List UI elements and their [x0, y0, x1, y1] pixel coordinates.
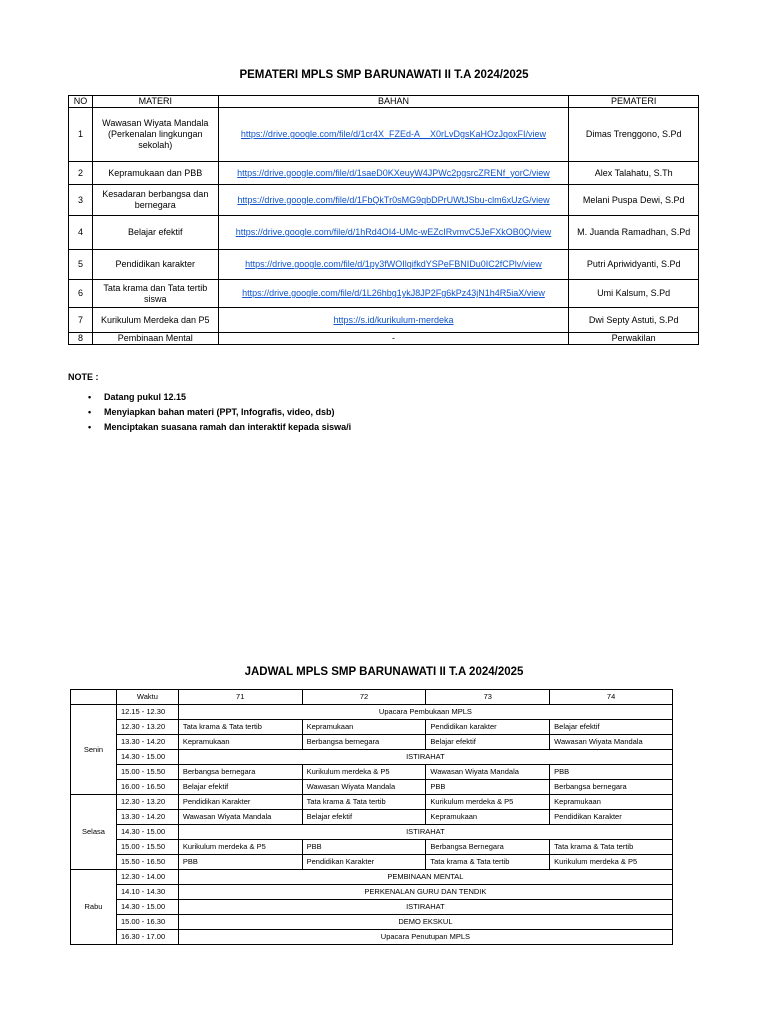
session-cell: Kepramukaan — [550, 795, 673, 810]
row-bahan — [218, 308, 569, 333]
session-cell: Kurikulum merdeka & P5 — [550, 855, 673, 870]
session-cell: PBB — [426, 780, 550, 795]
time-cell: 14.10 - 14.30 — [116, 885, 178, 900]
table-row — [71, 780, 673, 795]
table-row — [71, 705, 673, 720]
table-header-row — [69, 96, 699, 108]
time-cell: 16.00 - 16.50 — [116, 780, 178, 795]
bahan-link[interactable]: https://drive.google.com/file/d/1FbQkTr0sMG9qbDPrUWtJSbu-clm6xUzG/view — [237, 194, 550, 205]
session-cell: Pendidikan Karakter — [302, 855, 426, 870]
row-pemateri: Dimas Trenggono, S.Pd — [569, 108, 699, 162]
list-item — [88, 390, 351, 405]
time-cell: 12.30 - 13.20 — [116, 795, 178, 810]
session-cell: PBB — [302, 840, 426, 855]
note-label: NOTE : — [68, 372, 99, 382]
time-cell: 13.30 - 14.20 — [116, 735, 178, 750]
pemateri-title: PEMATERI MPLS SMP BARUNAWATI II T.A 2024/2025 — [239, 69, 529, 81]
day-selasa: Selasa — [71, 795, 117, 870]
row-materi: Tata krama dan Tata tertib siswa — [92, 280, 218, 308]
session-cell: Berbangsa bernegara — [550, 780, 673, 795]
table-row — [71, 885, 673, 900]
time-cell: 15.50 - 16.50 — [116, 855, 178, 870]
time-cell: 14.30 - 15.00 — [116, 750, 178, 765]
span-cell: Upacara Penutupan MPLS — [178, 930, 672, 945]
note-text: Datang pukul 12.15 — [104, 392, 187, 402]
table-row — [69, 333, 699, 345]
row-bahan — [218, 185, 569, 216]
table-row — [69, 185, 699, 216]
time-cell: 12.15 - 12.30 — [116, 705, 178, 720]
session-cell: PBB — [550, 765, 673, 780]
time-cell: 12.30 - 14.00 — [116, 870, 178, 885]
bahan-link[interactable]: https://drive.google.com/file/d/1hRd4OI4-UMc-wEZcIRvmvC5JeFXkOB0Q/view — [235, 227, 552, 237]
row-no: 7 — [69, 308, 93, 333]
table-row — [71, 735, 673, 750]
bullet-icon: • — [88, 422, 92, 432]
row-pemateri: Umi Kalsum, S.Pd — [569, 280, 699, 308]
session-cell: Belajar efektif — [178, 780, 302, 795]
row-no: 4 — [69, 216, 93, 250]
session-cell: Belajar efektif — [426, 735, 550, 750]
row-materi: Pembinaan Mental — [92, 333, 218, 345]
row-pemateri: Melani Puspa Dewi, S.Pd — [569, 185, 699, 216]
note-text: Menciptakan suasana ramah dan interaktif kepada siswa/i — [104, 422, 352, 432]
row-pemateri: Perwakilan — [569, 333, 699, 345]
jadwal-title: JADWAL MPLS SMP BARUNAWATI II T.A 2024/2025 — [244, 666, 524, 678]
row-no: 6 — [69, 280, 93, 308]
list-item — [88, 420, 351, 435]
session-cell: Pendidikan Karakter — [178, 795, 302, 810]
header-class: 73 — [426, 690, 550, 705]
session-cell: Kurikulum merdeka & P5 — [426, 795, 550, 810]
time-cell: 15.00 - 16.30 — [116, 915, 178, 930]
session-cell: Tata krama & Tata tertib — [302, 795, 426, 810]
table-row — [69, 162, 699, 185]
row-materi: Kesadaran berbangsa dan bernegara — [92, 185, 218, 216]
list-item — [88, 405, 351, 420]
row-pemateri: Putri Apriwidyanti, S.Pd — [569, 250, 699, 280]
row-no: 3 — [69, 185, 93, 216]
header-class: 72 — [302, 690, 426, 705]
row-materi: Wawasan Wiyata Mandala (Perkenalan lingkungan sekolah) — [92, 108, 218, 162]
time-cell: 13.30 - 14.20 — [116, 810, 178, 825]
table-row — [69, 250, 699, 280]
span-cell: PERKENALAN GURU DAN TENDIK — [178, 885, 672, 900]
row-materi: Pendidikan karakter — [92, 250, 218, 280]
row-materi: Kepramukaan dan PBB — [92, 162, 218, 185]
header-no: NO — [69, 96, 93, 108]
header-bahan: BAHAN — [218, 96, 569, 108]
row-pemateri: Alex Talahatu, S.Th — [569, 162, 699, 185]
row-pemateri: Dwi Septy Astuti, S.Pd — [569, 308, 699, 333]
span-cell: ISTIRAHAT — [178, 900, 672, 915]
time-cell: 14.30 - 15.00 — [116, 825, 178, 840]
time-cell: 15.00 - 15.50 — [116, 765, 178, 780]
header-class: 71 — [178, 690, 302, 705]
session-cell: Wawasan Wiyata Mandala — [550, 735, 673, 750]
session-cell: Pendidikan Karakter — [550, 810, 673, 825]
table-row — [69, 216, 699, 250]
header-waktu: Waktu — [116, 690, 178, 705]
row-no: 1 — [69, 108, 93, 162]
table-row — [71, 870, 673, 885]
row-bahan — [218, 162, 569, 185]
row-no: 2 — [69, 162, 93, 185]
time-cell: 15.00 - 15.50 — [116, 840, 178, 855]
jadwal-table — [70, 689, 673, 945]
table-row — [69, 308, 699, 333]
table-header-row — [71, 690, 673, 705]
row-materi: Kurikulum Merdeka dan P5 — [92, 308, 218, 333]
session-cell: Kepramukaan — [302, 720, 426, 735]
header-pemateri: PEMATERI — [569, 96, 699, 108]
row-no: 8 — [69, 333, 93, 345]
session-cell: Wawasan Wiyata Mandala — [426, 765, 550, 780]
row-bahan: - — [218, 333, 569, 345]
span-cell: ISTIRAHAT — [178, 750, 672, 765]
header-materi: MATERI — [92, 96, 218, 108]
row-materi: Belajar efektif — [92, 216, 218, 250]
session-cell: Berbangsa bernegara — [178, 765, 302, 780]
bahan-link[interactable]: https://drive.google.com/file/d/1L26hbg1ykJ8JP2Fg6kPz43jN1h4R5iaX/view — [242, 288, 545, 298]
session-cell: Kepramukaan — [426, 810, 550, 825]
span-cell: ISTIRAHAT — [178, 825, 672, 840]
table-row — [71, 930, 673, 945]
session-cell: Pendidikan karakter — [426, 720, 550, 735]
session-cell: Wawasan Wiyata Mandala — [302, 780, 426, 795]
session-cell: Kurikulum merdeka & P5 — [178, 840, 302, 855]
bahan-link[interactable]: https://s.id/kurikulum-merdeka — [333, 314, 454, 325]
row-bahan — [218, 280, 569, 308]
session-cell: Tata krama & Tata tertib — [550, 840, 673, 855]
table-row — [71, 915, 673, 930]
session-cell: PBB — [178, 855, 302, 870]
table-row — [71, 825, 673, 840]
time-cell: 14.30 - 15.00 — [116, 900, 178, 915]
table-row — [71, 810, 673, 825]
session-cell: Tata krama & Tata tertib — [178, 720, 302, 735]
bahan-link[interactable]: https://drive.google.com/file/d/1saeD0KXeuyW4JPWc2pgsrcZRENf_yorC/view — [237, 167, 550, 178]
session-cell: Tata krama & Tata tertib — [426, 855, 550, 870]
bahan-link[interactable]: https://drive.google.com/file/d/1py3fWOIlqifkdYSPeFBNIDu0IC2fCPlv/view — [245, 259, 542, 269]
session-cell: Berbangsa bernegara — [302, 735, 426, 750]
table-row — [69, 280, 699, 308]
session-cell: Kurikulum merdeka & P5 — [302, 765, 426, 780]
notes-list — [88, 390, 351, 435]
session-cell: Belajar efektif — [302, 810, 426, 825]
day-rabu: Rabu — [71, 870, 117, 945]
table-row — [71, 840, 673, 855]
day-senin: Senin — [71, 705, 117, 795]
bullet-icon: • — [88, 392, 92, 402]
time-cell: 16.30 - 17.00 — [116, 930, 178, 945]
span-cell: DEMO EKSKUL — [178, 915, 672, 930]
table-row — [69, 108, 699, 162]
session-cell: Wawasan Wiyata Mandala — [178, 810, 302, 825]
row-no: 5 — [69, 250, 93, 280]
pemateri-table — [68, 95, 699, 345]
table-row — [71, 855, 673, 870]
row-bahan — [218, 216, 569, 250]
bahan-link[interactable]: https://drive.google.com/file/d/1cr4X_FZEd-A__X0rLvDgsKaHOzJqoxFI/view — [240, 129, 547, 139]
note-text: Menyiapkan bahan materi (PPT, Infografis, video, dsb) — [104, 407, 335, 417]
session-cell: Kepramukaan — [178, 735, 302, 750]
table-row — [71, 765, 673, 780]
row-bahan — [218, 250, 569, 280]
table-row — [71, 750, 673, 765]
table-row — [71, 795, 673, 810]
time-cell: 12.30 - 13.20 — [116, 720, 178, 735]
session-cell: Belajar efektif — [550, 720, 673, 735]
table-row — [71, 720, 673, 735]
header-class: 74 — [550, 690, 673, 705]
bullet-icon: • — [88, 407, 92, 417]
span-cell: Upacara Pembukaan MPLS — [178, 705, 672, 720]
row-pemateri: M. Juanda Ramadhan, S.Pd — [569, 216, 699, 250]
empty-cell — [71, 690, 117, 705]
table-row — [71, 900, 673, 915]
session-cell: Berbangsa Bernegara — [426, 840, 550, 855]
row-bahan — [218, 108, 569, 162]
span-cell: PEMBINAAN MENTAL — [178, 870, 672, 885]
